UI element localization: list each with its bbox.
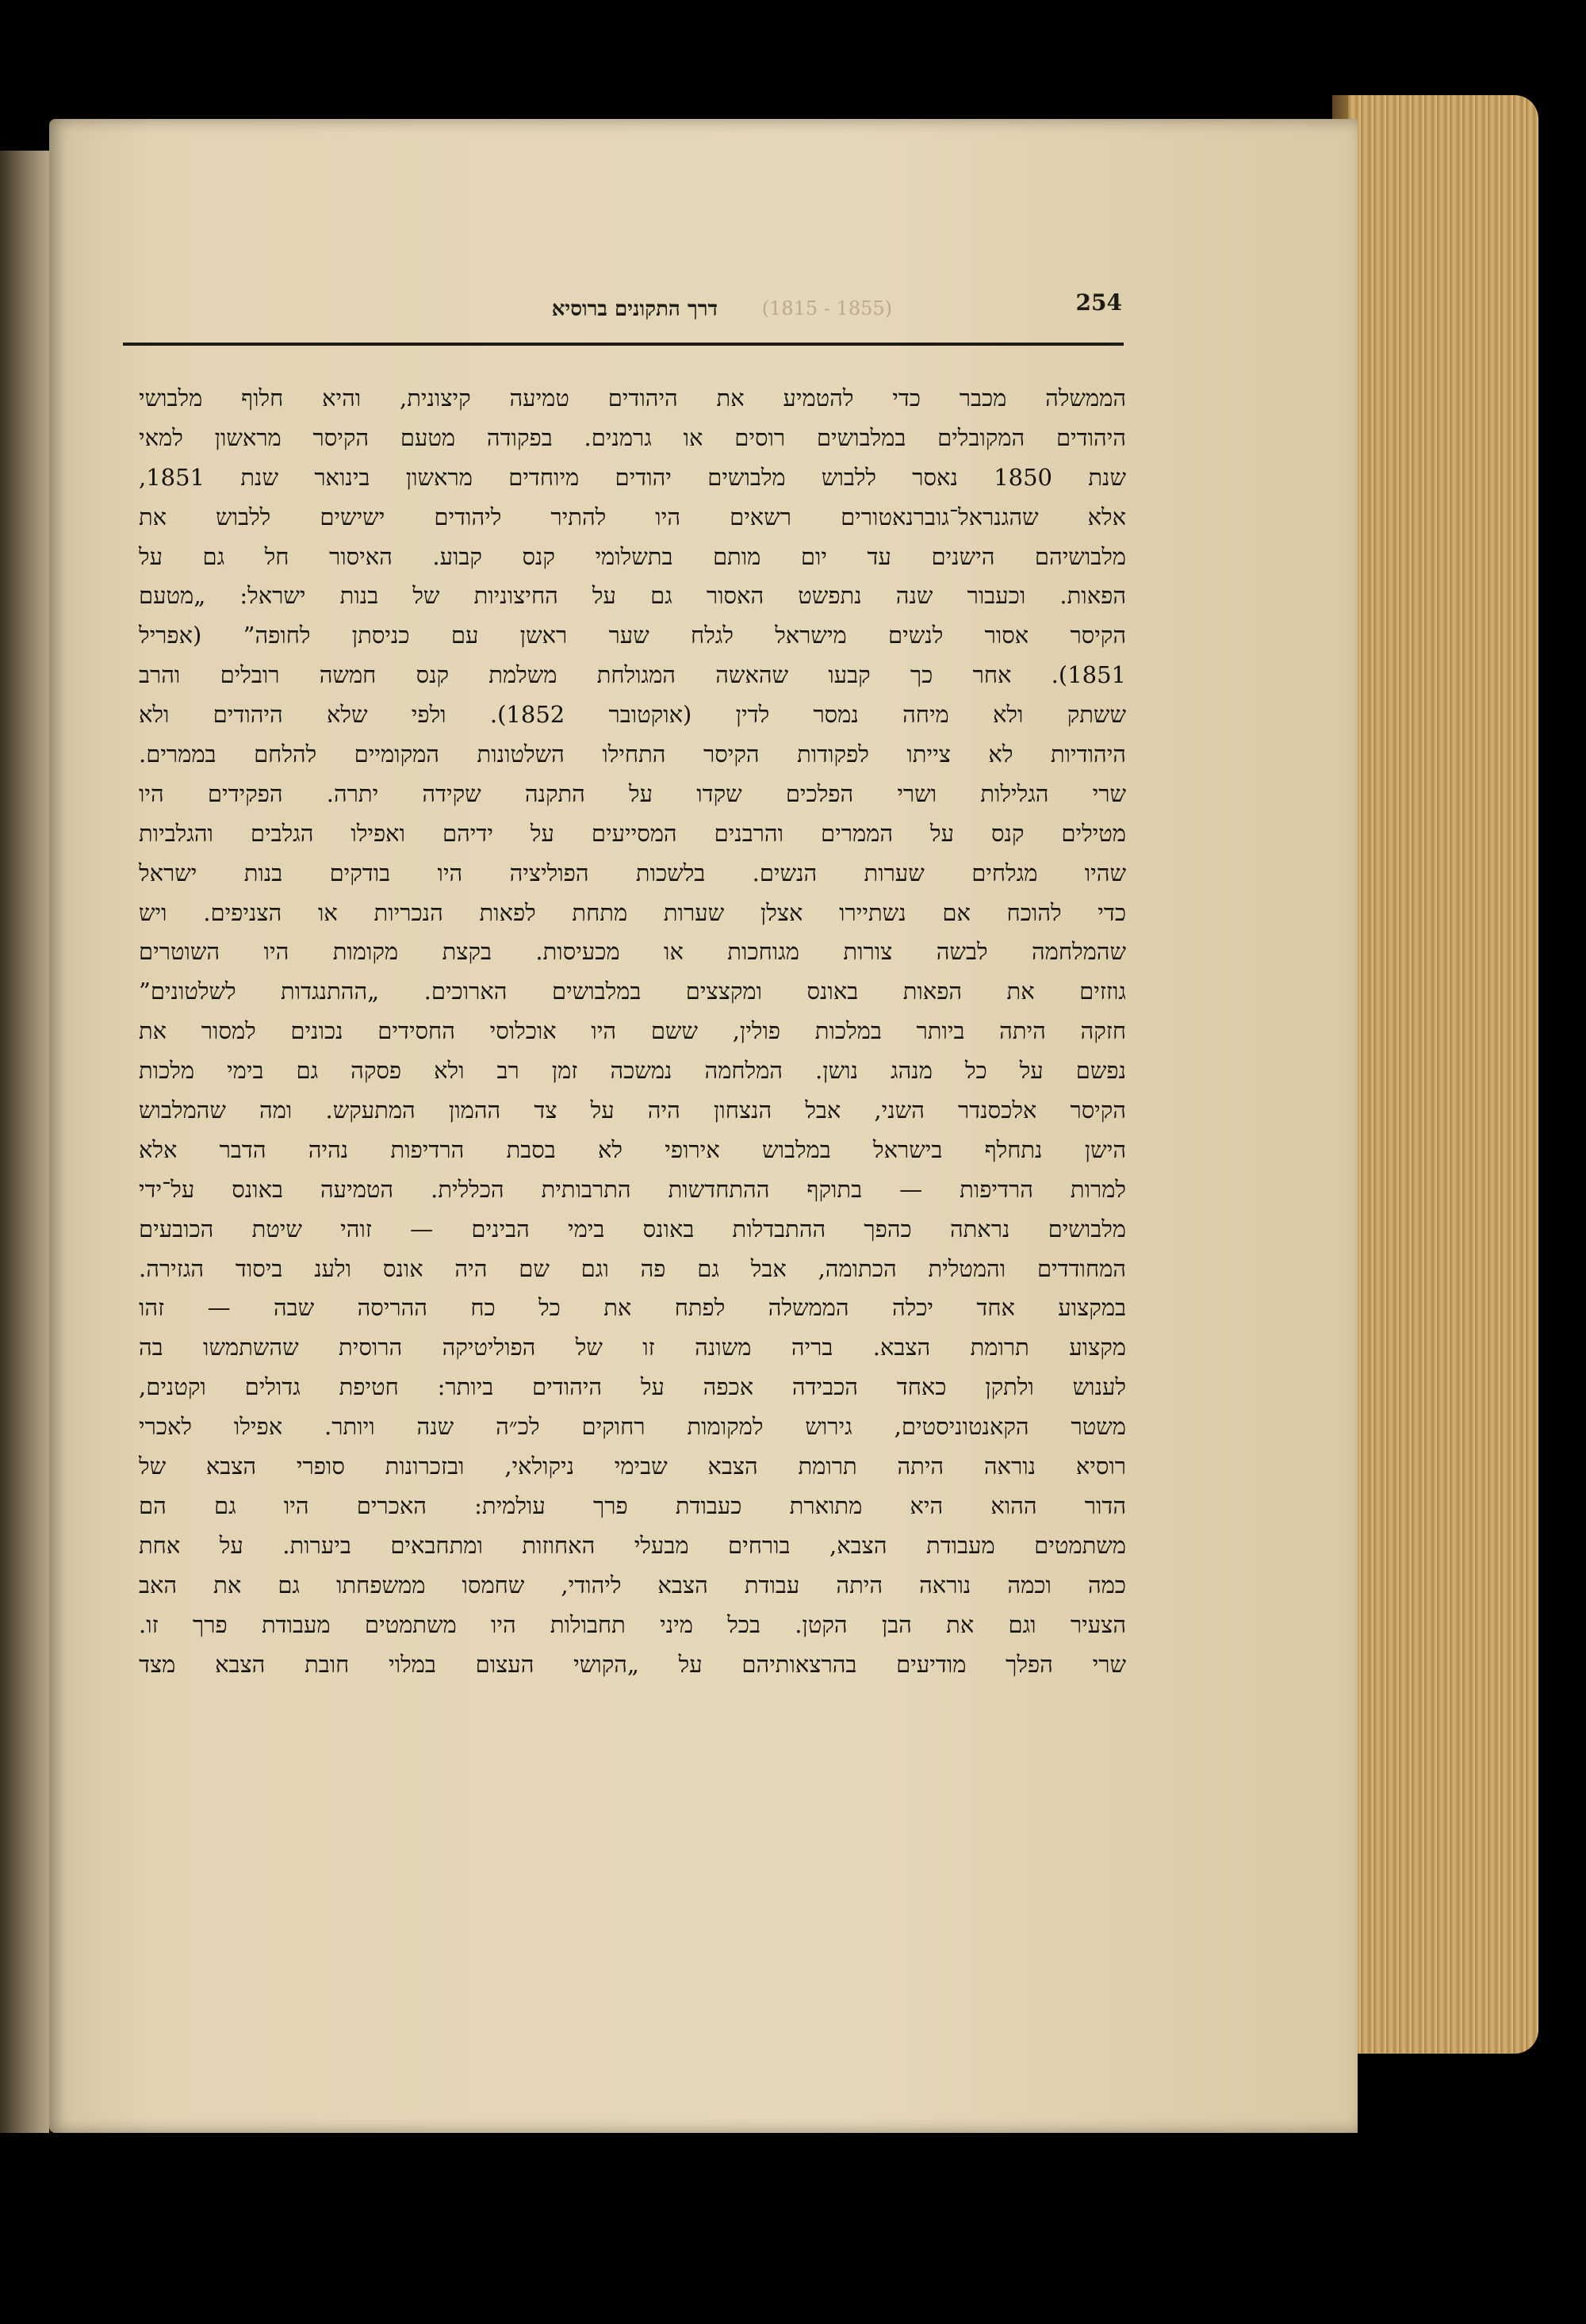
page-header [123, 289, 1122, 329]
text-line: הצעיר וגם את הבן הקטן. בכל מיני תחבולות היו משתמטים מעבודת פרך זו. [139, 1610, 1126, 1638]
text-line: היהודיות לא צייתו לפקודות הקיסר התחילו השלטונות המקומיים להלחם בממרים. [139, 741, 1126, 768]
left-page-edge [0, 151, 49, 2133]
text-line: משתמטים מעבודת הצבא, בורחים מבעלי האחוזות ומתחבאים ביערות. על אחת [139, 1531, 1126, 1559]
text-line: הקיסר אסור לנשים מישראל לגלח שער ראשן עם כניסתן לחופה” (אפריל [139, 622, 1126, 649]
text-line: במקצוע אחד יכלה הממשלה לפתח את כל כח ההריסה שבה — זהו [139, 1294, 1126, 1322]
text-line: משטר הקאנטוניסטים, גירוש למקומות רחוקים לכ״ה שנה ויותר. אפילו לאכרי [139, 1413, 1126, 1441]
running-title: דרך התקונים ברוסיא [551, 297, 718, 321]
text-line: מלבושיהם הישנים עד יום מותם בתשלומי קנס קבוע. האיסור חל גם על [139, 542, 1126, 570]
text-line: מקצוע תרומת הצבא. בריה משונה זו של הפוליטיקה הרוסית שהשתמשו בה [139, 1334, 1126, 1361]
text-line: שהיו מגלחים שערות הנשים. בלשכות הפוליציה היו בודקים בנות ישראל [139, 859, 1126, 886]
text-line: ששתק ולא מיחה נמסר לדין (אוקטובר 1852). ולפי שלא היהודים ולא [139, 701, 1126, 729]
text-line: 1851). אחר כך קבעו שהאשה המגולחת משלמת קנס חמשה רובלים והרב [139, 661, 1126, 689]
text-line: חזקה היתה ביותר במלכות פולין, ששם היו אוכלוסי החסידים נכונים למסור את [139, 1017, 1126, 1045]
text-line: הפאות. וכעבור שנה נתפשט האסור גם על החיצוניות של בנות ישראל: „מטעם [139, 582, 1126, 610]
text-line: הממשלה מכבר כדי להטמיע את היהודים טמיעה קיצונית, והיא חלוף מלבושי [139, 385, 1126, 412]
text-line: שנת 1850 נאסר ללבוש מלבושים יהודים מיוחדים מראשון בינואר שנת 1851, [139, 463, 1126, 491]
page-stack-edge [1348, 95, 1538, 2054]
text-line: הדור ההוא היא מתוארת כעבודת פרך עולמית: האכרים היו גם הם [139, 1491, 1126, 1519]
body-text [139, 379, 1126, 1684]
text-line: אלא שהגנראל־גוברנאטורים רשאים היו להתיר ליהודים ישישים ללבוש את [139, 503, 1126, 530]
text-line: היהודים המקובלים במלבושים רוסים או גרמנים. בפקודה מטעם הקיסר מראשון למאי [139, 423, 1126, 451]
text-line: המחודדים והמטלית הכתומה, אבל גם פה וגם שם היה אונס ולענ ביסוד הגזירה. [139, 1254, 1126, 1282]
text-line: נפשם על כל מנהג נושן. המלחמה נמשכה זמן רב ולא פסקה גם בימי מלכות [139, 1057, 1126, 1085]
text-line: לענוש ולתקן כאחד הכבידה אכפה על היהודים ביותר: חטיפת גדולים וקטנים, [139, 1373, 1126, 1401]
text-line: מלבושים נראתה כהפך ההתבדלות באונס בימי הבינים — זוהי שיטת הכובעים [139, 1215, 1126, 1242]
text-line: שרי הפלך מודיעים בהרצאותיהם על „הקושי העצום במלוי חובת הצבא מצד [139, 1650, 1126, 1678]
text-line: הקיסר אלכסנדר השני, אבל הנצחון היה על צד ההמון המתעקש. ומה שהמלבוש [139, 1097, 1126, 1124]
text-line: שהמלחמה לבשה צורות מגוחכות או מכעיסות. בקצת מקומות היו השוטרים [139, 938, 1126, 966]
text-line: הישן נתחלף בישראל במלבוש אירופי לא בסבת הרדיפות נהיה הדבר אלא [139, 1135, 1126, 1163]
text-line: גוזזים את הפאות באונס ומקצצים במלבושים הארוכים. „ההתנגדות לשלטונים” [139, 978, 1126, 1005]
text-line: כדי להוכח אם נשתיירו אצלן שערות מתחת לפאות הנכריות או הצניפים. ויש [139, 898, 1126, 926]
header-rule [123, 343, 1124, 346]
faded-chapter-heading: (1855 - 1815) [761, 297, 892, 320]
text-line: כמה וכמה נוראה היתה עבודת הצבא ליהודי, שחמסו ממשפחתו גם את האב [139, 1571, 1126, 1598]
page-number: 254 [1075, 289, 1122, 316]
text-line: רוסיא נוראה היתה תרומת הצבא שבימי ניקולאי, ובזכרונות סופרי הצבא של [139, 1453, 1126, 1480]
text-line: למרות הרדיפות — בתוקף ההתחדשות התרבותית הכללית. הטמיעה באונס על־ידי [139, 1175, 1126, 1203]
text-line: שרי הגלילות ושרי הפלכים שקדו על התקנה שקידה יתרה. הפקידים היו [139, 779, 1126, 807]
text-line: מטילים קנס על הממרים והרבנים המסייעים על ידיהם ואפילו הגלבים והגלביות [139, 819, 1126, 847]
